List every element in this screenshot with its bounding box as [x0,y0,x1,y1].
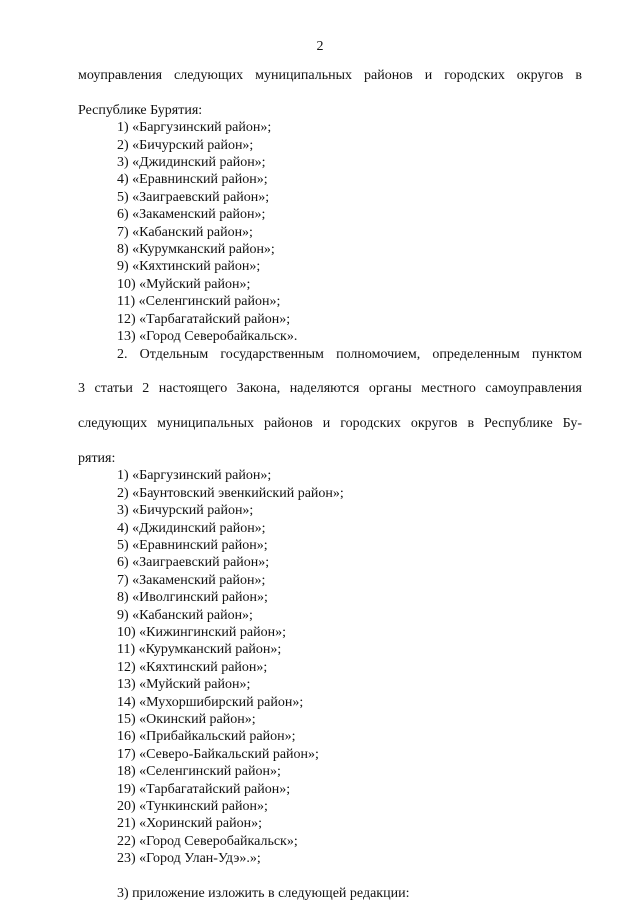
list-item: 7) «Закаменский район»; [117,572,266,588]
list-item: 23) «Город Улан-Удэ».»; [117,851,261,867]
list-item: 5) «Заиграевский район»; [117,189,270,205]
list-item: 5) «Еравнинский район»; [117,537,268,553]
list-item: 14) «Мухоршибирский район»; [117,694,304,710]
intro-line-1: моуправления следующих муниципальных районов и городских округов в [78,68,582,83]
list-item: 3) «Бичурский район»; [117,503,254,519]
list-item: 13) «Город Северобайкальск». [117,329,298,345]
page-number: 2 [316,39,324,54]
list-item: 12) «Тарбагатайский район»; [117,311,291,327]
intro-line-2: Республике Бурятия: [78,102,203,118]
list-item: 11) «Селенгинский район»; [117,294,281,310]
para3: 3) приложение изложить в следующей редакции: [117,885,410,901]
list-item: 1) «Баргузинский район»; [117,468,272,484]
paragraph-gap [78,868,582,885]
list-item: 3) «Джидинский район»; [117,155,266,171]
list-item: 2) «Бичурский район»; [117,137,254,153]
list-item: 8) «Иволгинский район»; [117,590,268,606]
list-item: 6) «Заиграевский район»; [117,555,270,571]
list-item: 11) «Курумканский район»; [117,642,282,658]
list-item: 8) «Курумканский район»; [117,242,275,258]
para2-line-4: рятия: [78,450,116,466]
list-item: 7) «Кабанский район»; [117,224,253,240]
document-body [78,67,582,902]
list-item: 20) «Тункинский район»; [117,799,268,815]
list-item: 12) «Кяхтинский район»; [117,659,268,675]
list-item: 1) «Баргузинский район»; [117,120,272,136]
list-item: 21) «Хоринский район»; [117,816,262,832]
list-item: 18) «Селенгинский район»; [117,764,281,780]
municipalities-list-2 [78,467,582,867]
list-item: 16) «Прибайкальский район»; [117,729,296,745]
list-item: 19) «Тарбагатайский район»; [117,781,291,797]
para2-line-3: следующих муниципальных районов и городских округов в Республике Бу- [78,416,582,432]
list-item: 2) «Баунтовский эвенкийский район»; [117,485,344,501]
para2-line-1: 2. Отдельным государственным полномочием, определенным пунктом [117,346,582,362]
list-item: 4) «Джидинский район»; [117,520,266,536]
municipalities-list-1 [78,119,582,345]
list-item: 9) «Кабанский район»; [117,607,253,623]
list-item: 10) «Кижингинский район»; [117,625,286,640]
list-item: 22) «Город Северобайкальск»; [117,833,298,849]
list-item: 15) «Окинский район»; [117,712,256,728]
list-item: 17) «Северо-Байкальский район»; [117,746,319,762]
list-item: 9) «Кяхтинский район»; [117,259,261,275]
list-item: 4) «Еравнинский район»; [117,172,268,188]
list-item: 6) «Закаменский район»; [117,207,266,223]
list-item: 10) «Муйский район»; [117,276,251,292]
list-item: 13) «Муйский район»; [117,677,251,693]
para2-line-2: 3 статьи 2 настоящего Закона, наделяются органы местного самоуправления [78,381,582,397]
